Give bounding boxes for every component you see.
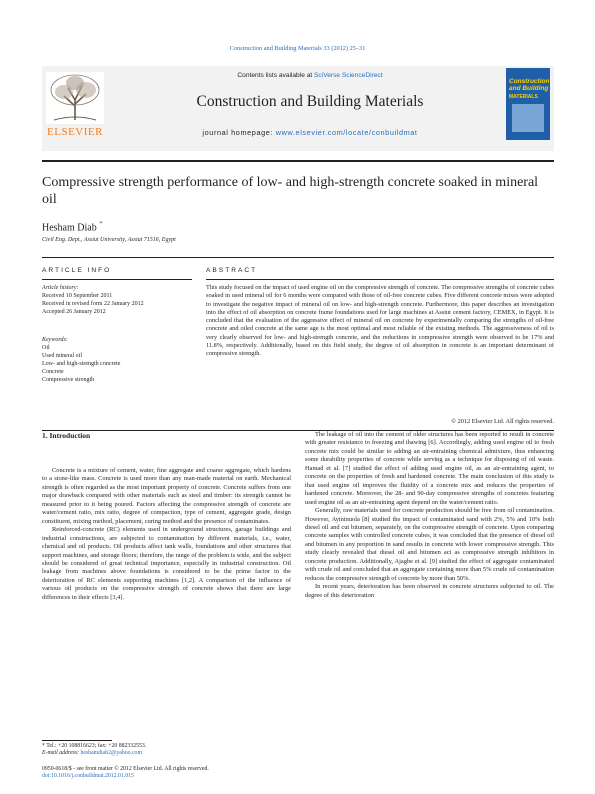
body-paragraph: Generally, raw materials used for concrete production should be free from oil contamination. However, Ayininuola [8] studied the impact of contaminated sand with 2%, 5% and 10% both diesel oil and cut bitumen, separately, on the compressive strength of concrete. Upon comparing concrete samples with controlled concrete cubes, it was concluded that the presence of diesel oil and bitumen in any proportion in sand results in concrete with lower compressive strength. This study clearly revealed that diesel oil and bitumen act as compressive strength inhibitors in concrete production. Additionally, Ajagbe et al. [9] studied the effect of aggregate contaminated with crude oil and concluded that an aggregate containing more than 5% crude oil contamination reduces the compressive strength of concrete by more than 50%. (305, 507, 554, 582)
journal-homepage (120, 128, 500, 137)
cover-image (512, 104, 544, 132)
journal-reference[interactable]: Construction and Building Materials 33 (2012) 25–31 (229, 45, 366, 52)
author-email-link[interactable]: heshamdiab2@yahoo.com (80, 750, 142, 757)
keyword: Oil (42, 345, 50, 352)
paper-title: Compressive strength performance of low- and high-strength concrete soaked in mineral oil (42, 175, 539, 207)
keyword: Low- and high-strength concrete (42, 361, 121, 368)
abstract-divider (206, 279, 554, 280)
doi-link[interactable]: doi:10.1016/j.conbuildmat.2012.01.015 (42, 773, 134, 780)
keywords (42, 336, 192, 385)
contents-line (120, 72, 500, 79)
title-divider (42, 257, 554, 258)
history-item: Accepted 26 January 2012 (42, 309, 106, 316)
homepage-prefix: journal homepage: (202, 128, 276, 137)
body-column-left (42, 467, 291, 602)
contents-prefix: Contents lists available at (237, 72, 315, 79)
author-line (42, 220, 103, 233)
email-label: E-mail address: (42, 750, 81, 757)
body-column-right (305, 431, 554, 600)
author-footnote-mark[interactable]: * (99, 220, 103, 228)
copyright-line: © 2012 Elsevier Ltd. All rights reserved. (451, 418, 554, 425)
abstract-text: This study focused on the impact of used engine oil on the compressive strength of concrete. The compressive strengths of concrete cubes soaked in used mineral oil for 6 months were compared with those of oil-free concrete cubes. Five different concrete mixes were adopted to investigate the negative impact of mineral oil on low- and high-strength concrete. Furthermore, this paper describes an investigation into the effect of oil absorption on concrete frame foundations used for large machines at Assiut cement factory, CEMEX, in Egypt. It is concluded that the evaluation of the aggressive effect of mineral oil on concrete by experimentally comparing the strengths of oil-free concrete and oiled concrete at the same age is the most optimal and most reliable of the existing methods. The aggressiveness of oil is very clearly observed for low- and high-strength concrete, and the reductions in compressive strength were observed to be 17% and 11.8%, respectively. Additionally, based on this field study, the degree of oil absorption in concrete is an important determinant of compressive strength. (206, 284, 554, 358)
journal-title: Construction and Building Materials (196, 93, 424, 110)
issn-line: 0950-0618/$ - see front matter © 2012 Elsevier Ltd. All rights reserved. (42, 766, 209, 772)
keyword: Compressive strength (42, 377, 95, 384)
article-info-heading: ARTICLE INFO (42, 267, 112, 274)
abstract-heading: ABSTRACT (206, 267, 258, 274)
sciencedirect-link[interactable]: SciVerse ScienceDirect (314, 72, 383, 79)
footnote-tel: * Tel.: +20 108816623; fax: +20 882332553. (42, 743, 147, 749)
body-paragraph: The leakage of oil into the cement of older structures has been reported to result in concrete with greater resistance to freezing and thawing [6]. Accordingly, adding used engine oil to fresh concrete mix could be similar to adding an air-entraining chemical admixture, thus enhancing some durability properties of concrete while serving as a technique for disposing of oil waste. Hamad et al. [7] studied the effect of adding used engine oil, as an air-entraining agent, to concrete on the properties of fresh and hardened concrete. The main conclusion of this study is that used engine oil improves the fluidity of a concrete mix and reduces the properties of hardened concrete. Moreover, the 28- and 90-day compressive strengths of concretes featuring used engine oil as an air-entraining agent depend on the water/cement ratio. (305, 431, 554, 506)
cover-subtitle: MATERIALS (509, 94, 538, 100)
section-heading-introduction: 1. Introduction (42, 431, 91, 440)
footnote-divider (42, 740, 112, 741)
affiliation: Civil Eng. Dept., Assiut University, Assiut 71516, Egypt (42, 237, 176, 243)
history-item: Received in revised form 22 January 2012 (42, 301, 144, 308)
body-paragraph: Reinforced-concrete (RC) elements used in underground structures, garage buildings and industrial constructions, are subjected to contamination by different materials, i.e., water, chemical and oil products. Oil products affect tank walls, foundations and other structures that support machines, and storage floors; therefore, the range of the problem is wide, and the subject should be considered of great technical importance, especially in industrial construction. Oil leakage from machines above foundations is considered to be the prime factor in the deterioration of RC elements supporting machines [1,2]. A comparison of the influence of various oil products on the compressive strength of concrete shows that there are large differences in their effects [3,4]. (42, 526, 291, 601)
publication-info (42, 766, 209, 781)
article-info-divider (42, 279, 192, 280)
cover-title: Construction and Building (509, 78, 550, 92)
header-divider (42, 160, 554, 162)
body-paragraph: In recent years, deterioration has been observed in concrete structures subjected to oil. The degree of this deterioration (305, 583, 554, 599)
history-item: Received 10 September 2011 (42, 293, 113, 300)
keywords-label: Keywords: (42, 337, 68, 343)
footnote-contact (42, 743, 146, 758)
homepage-link[interactable]: www.elsevier.com/locate/conbuildmat (275, 128, 418, 137)
journal-cover-thumbnail (506, 68, 550, 140)
author-name: Hesham Diab (42, 222, 97, 234)
keyword: Used mineral oil (42, 353, 82, 360)
history-label: Article history: (42, 285, 79, 291)
keyword: Concrete (42, 369, 64, 376)
elsevier-wordmark: ELSEVIER (47, 126, 103, 138)
article-history (42, 284, 192, 316)
body-paragraph: Concrete is a mixture of cement, water, fine aggregate and coarse aggregate, which hardens to a stone-like mass. Concrete is used more than any man-made material on earth. Mechanical strength is often regarded as the most important property of concrete. Concrete suffers from one major drawback compared with other materials such as steel and timber: its strength cannot be measured prior to it being poured. Factors affecting the compressive strength of concrete are water/cement ratio, mix ratio, degree of compaction, type of cement, aggregate grade, design constituent, mixing method, placement, curing method and the presence of contaminates. (42, 467, 291, 525)
